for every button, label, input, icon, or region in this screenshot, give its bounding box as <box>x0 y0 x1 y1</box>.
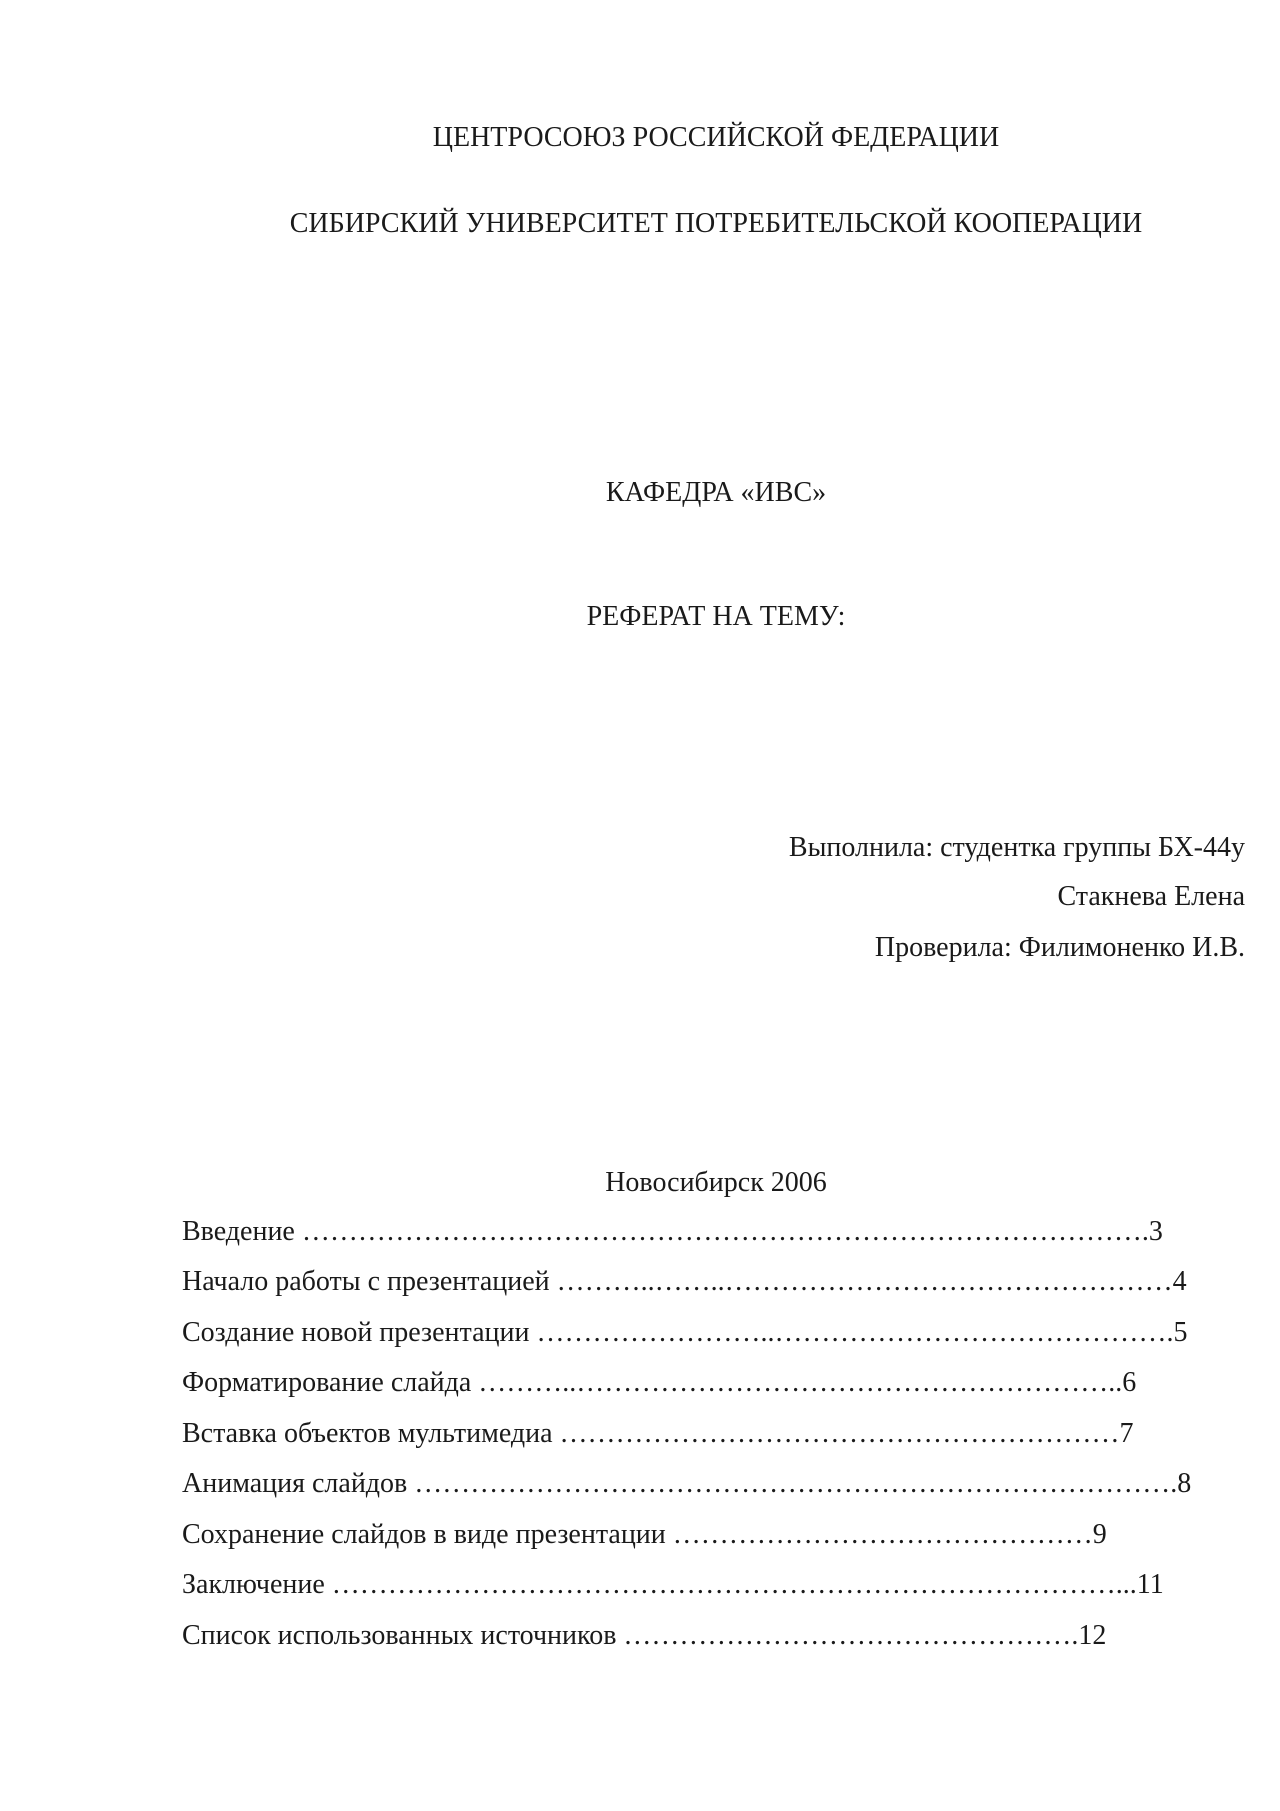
toc-item: Форматирование слайда ………..…………………………………………………..6 <box>182 1367 1137 1398</box>
toc-item: Список использованных источников ………………………………………….12 <box>182 1620 1107 1651</box>
city-year: Новосибирск 2006 <box>605 1167 827 1198</box>
org-line-1: ЦЕНТРОСОЮЗ РОССИЙСКОЙ ФЕДЕРАЦИИ <box>432 122 1000 153</box>
toc-item: Анимация слайдов ……………………………………………………………………….8 <box>182 1468 1192 1499</box>
checked-by: Проверила: Филимоненко И.В. <box>874 932 1245 963</box>
essay-label: РЕФЕРАТ НА ТЕМУ: <box>586 601 846 632</box>
student-name: Стакнева Елена <box>1057 881 1245 912</box>
performed-by: Выполнила: студентка группы БХ-44у <box>788 832 1245 863</box>
org-line-2: СИБИРСКИЙ УНИВЕРСИТЕТ ПОТРЕБИТЕЛЬСКОЙ КООПЕРАЦИИ <box>289 208 1143 239</box>
toc-item: Создание новой презентации ……………………..…………………………………….5 <box>182 1317 1188 1348</box>
department-title: КАФЕДРА «ИВС» <box>605 477 827 508</box>
toc-item: Введение ……………………………………………………………………………….3 <box>182 1216 1163 1247</box>
toc-item: Начало работы с презентацией ………..……..…………………………………………4 <box>182 1266 1187 1297</box>
toc-item: Вставка объектов мультимедиа ……………………………………………………7 <box>182 1418 1134 1449</box>
toc-item: Сохранение слайдов в виде презентации ………………………………………9 <box>182 1519 1107 1550</box>
toc-item: Заключение …………………………………………………………………………...11 <box>182 1569 1164 1600</box>
